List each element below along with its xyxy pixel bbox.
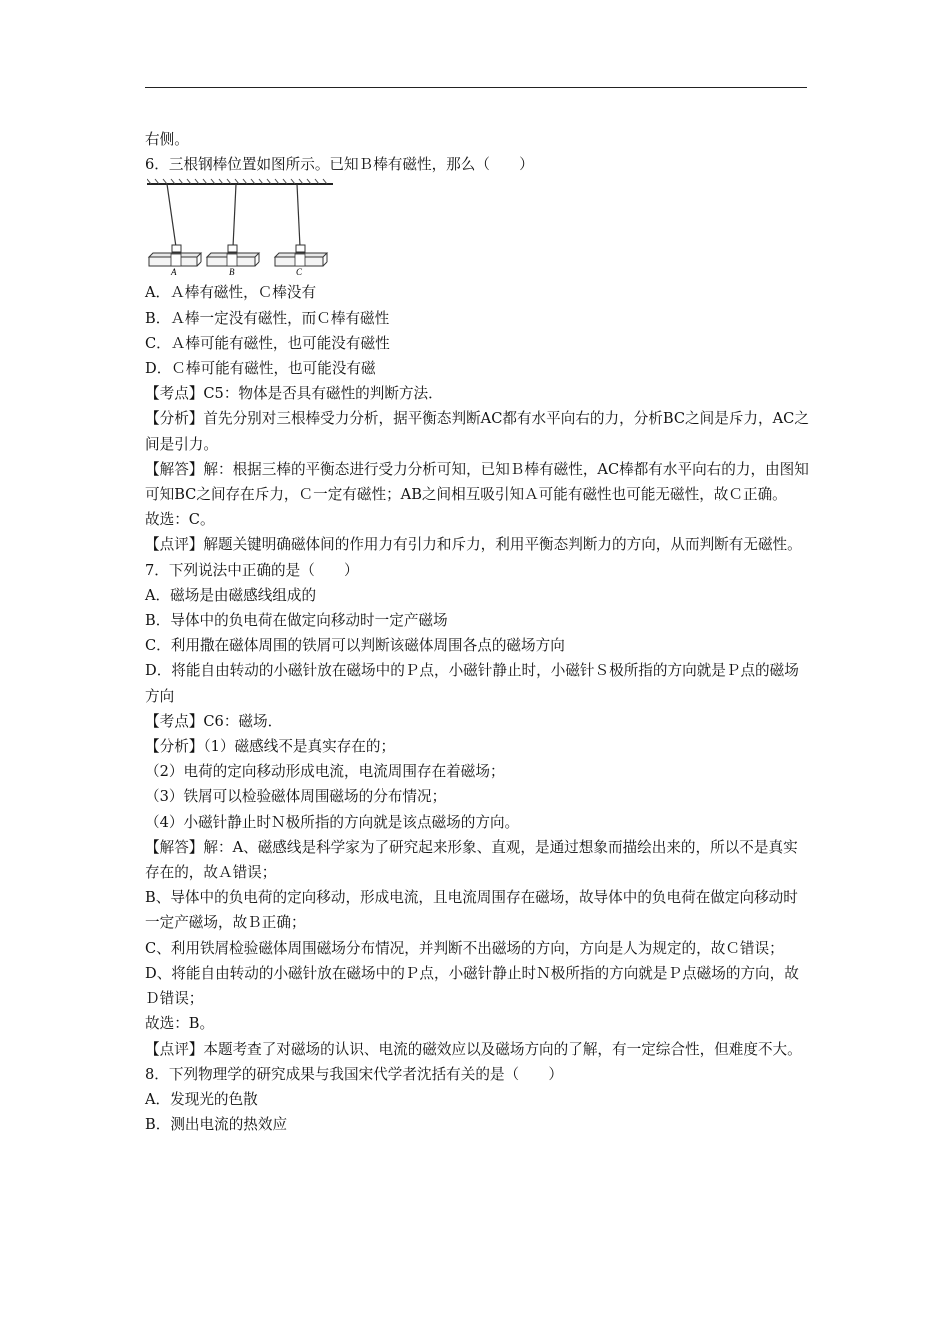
q7-option-a: A．磁场是由磁感线组成的 xyxy=(145,586,317,604)
q7-fenxi-2: （2）电荷的定向移动形成电流，电流周围存在着磁场； xyxy=(145,763,505,781)
q8-option-b: B．测出电流的热效应 xyxy=(145,1116,288,1134)
q6-jieda: 【解答】解：根据三棒的平衡态进行受力分析可知，已知Ｂ棒有磁性，AC棒都有水平向右的力，由图知可知BC之间存在斥力，Ｃ一定有磁性；AB之间相互吸引知Ａ可能有磁性也可能无磁性，故Ｃ正确。 xyxy=(145,460,809,504)
q7-option-b: B．导体中的负电荷在做定向移动时一定产磁场 xyxy=(145,612,448,630)
q6-stem: 6．三根钢棒位置如图所示。已知Ｂ棒有磁性，那么（ ） xyxy=(145,156,534,174)
q7-dianping: 【点评】本题考查了对磁场的认识、电流的磁效应以及磁场方向的了解，有一定综合性，但难度不大。 xyxy=(145,1040,802,1058)
q7-fenxi-4: （4）小磁针静止时Ｎ极所指的方向就是该点磁场的方向。 xyxy=(145,813,520,831)
q7-jieda-b: B、导体中的负电荷的定向移动，形成电流，且电流周围存在磁场，故导体中的负电荷在做定向移动时一定产磁场，故Ｂ正确； xyxy=(145,889,798,932)
q7-stem: 7．下列说法中正确的是（ ） xyxy=(145,561,359,579)
q6-kaodian: 【考点】C5：物体是否具有磁性的判断方法． xyxy=(145,385,443,403)
q6-option-a: A．Ａ棒有磁性，Ｃ棒没有 xyxy=(145,284,317,302)
document-body xyxy=(145,127,810,1137)
rod-b xyxy=(207,184,259,266)
q7-fenxi-1: 【分析】（1）磁感线不是真实存在的； xyxy=(145,738,396,756)
q7-option-d: D．将能自由转动的小磁针放在磁场中的Ｐ点，小磁针静止时，小磁针Ｓ极所指的方向就是Ｐ点的磁场方向 xyxy=(145,662,799,705)
q7-jieda-d: D、将能自由转动的小磁针放在磁场中的Ｐ点，小磁针静止时Ｎ极所指的方向就是Ｐ点磁场的方向，故Ｄ错误； xyxy=(145,964,799,1008)
q6-option-d: D．Ｃ棒可能有磁性，也可能没有磁 xyxy=(145,360,376,378)
q8-option-a: A．发现光的色散 xyxy=(145,1090,258,1108)
q6-fenxi: 【分析】首先分别对三根棒受力分析，据平衡态判断AC都有水平向右的力，分析BC之间是斥力，AC之间是引力。 xyxy=(145,410,809,453)
figure-label-b: B xyxy=(229,267,235,276)
q7-answer: 故选：B。 xyxy=(145,1015,215,1033)
rod-c xyxy=(275,184,327,266)
q7-option-c: C．利用撒在磁体周围的铁屑可以判断该磁体周围各点的磁场方向 xyxy=(145,637,565,655)
q6-answer: 故选：C。 xyxy=(145,511,215,529)
q5-tail: 右侧。 xyxy=(145,131,189,148)
q7-jieda-c: C、利用铁屑检验磁体周围磁场分布情况，并判断不出磁场的方向，方向是人为规定的，故Ｃ错误； xyxy=(145,939,784,957)
figure-label-a: A xyxy=(171,267,177,276)
figure-label-c: C xyxy=(296,267,303,276)
q6-option-c: C．Ａ棒可能有磁性，也可能没有磁性 xyxy=(145,334,390,352)
q7-jieda-a: 【解答】解：A、磁感线是科学家为了研究起来形象、直观，是通过想象而描绘出来的，所以不是真实存在的，故Ａ错误； xyxy=(145,838,798,882)
header-rule xyxy=(145,87,807,88)
three-rods-diagram xyxy=(147,177,347,275)
q8-stem: 8．下列物理学的研究成果与我国宋代学者沈括有关的是（ ） xyxy=(145,1065,563,1083)
q6-figure xyxy=(145,177,810,280)
q6-option-b: B．Ａ棒一定没有磁性，而Ｃ棒有磁性 xyxy=(145,309,390,327)
q7-fenxi-3: （3）铁屑可以检验磁体周围磁场的分布情况； xyxy=(145,788,447,806)
rod-a xyxy=(149,184,201,266)
q6-dianping: 【点评】解题关键明确磁体间的作用力有引力和斥力，利用平衡态判断力的方向，从而判断有无磁性。 xyxy=(145,536,802,554)
q7-kaodian: 【考点】C6：磁场． xyxy=(145,712,283,730)
